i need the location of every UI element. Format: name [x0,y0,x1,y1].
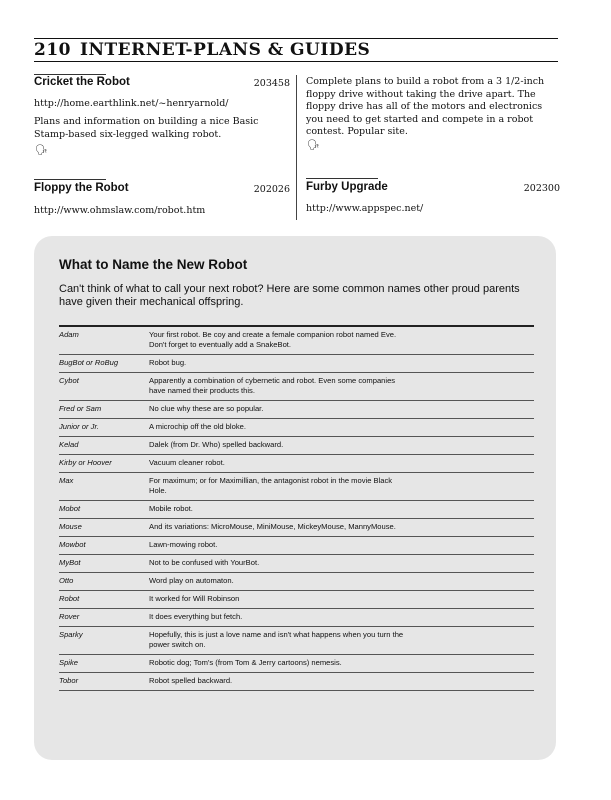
robot-name: Kirby or Hoover [59,458,112,467]
robot-name-description: Dalek (from Dr. Who) spelled backward. [149,440,284,449]
table-row [59,519,534,537]
robot-name-description: Vacuum cleaner robot. [149,458,225,467]
robot-name-description: Mobile robot. [149,504,193,513]
table-row [59,655,534,673]
entry-description: Plans and information on building a nice Basic Stamp-based six-legged walking robot. [34,116,259,140]
robot-name-description: Lawn-mowing robot. [149,540,218,549]
table-row [59,609,534,627]
entry-number: 203458 [253,78,290,89]
entry-title: Cricket the Robot [34,76,130,88]
table-row [59,419,534,437]
table-row [59,501,534,519]
entry-url[interactable]: http://www.ohmslaw.com/robot.htm [34,205,206,216]
table-row [59,437,534,455]
page-title: INTERNET-PLANS & GUIDES [80,40,371,60]
robot-name: Spike [59,658,78,667]
robot-name-description: Your first robot. Be coy and create a female companion robot named Eve. Don't forget to eventually add a SnakeBot. [149,330,397,349]
robot-name-description: Not to be confused with YourBot. [149,558,260,567]
entry-number: 202300 [523,183,560,194]
names-table [59,327,534,691]
robot-name: Cybot [59,376,79,385]
entry-number: 202026 [253,184,290,195]
cool-site-icon: 🗣 [35,145,48,156]
robot-name-description: Robotic dog; Tom's (from Tom & Jerry cartoons) nemesis. [149,658,342,667]
table-row [59,591,534,609]
table-row [59,537,534,555]
robot-name-description: And its variations: MicroMouse, MiniMouse, MickeyMouse, MannyMouse. [149,522,396,531]
robot-name: Robot [59,594,80,603]
table-row [59,455,534,473]
cool-site-icon: 🗣 [307,140,320,151]
table-row [59,327,534,355]
robot-name-description: A microchip off the old bloke. [149,422,246,431]
table-row [59,573,534,591]
robot-name: Mowbot [59,540,86,549]
table-row [59,673,534,691]
table-row [59,401,534,419]
robot-name-description: Word play on automaton. [149,576,234,585]
table-row [59,355,534,373]
robot-name-description: Hopefully, this is just a love name and isn't what happens when you turn the power switch on. [149,630,404,649]
robot-name: Mobot [59,504,81,513]
entry-url[interactable]: http://home.earthlink.net/~henryarnold/ [34,98,229,109]
robot-name: Tobor [59,676,79,685]
robot-name: Max [59,476,74,485]
sidebar-box [34,236,556,760]
sidebar-title: What to Name the New Robot [59,257,248,272]
robot-name-description: Apparently a combination of cybernetic and robot. Even some companies have named their products this. [149,376,396,395]
robot-name-description: It worked for Will Robinson [149,594,240,603]
entry-title: Furby Upgrade [306,181,388,193]
entry-divider [34,74,106,75]
robot-name-description: No clue why these are so popular. [149,404,264,413]
table-row [59,373,534,401]
table-row [59,555,534,573]
page-number: 210 [34,40,71,60]
entry-url[interactable]: http://www.appspec.net/ [306,203,424,214]
table-row [59,627,534,655]
table-row [59,473,534,501]
entry-divider [306,178,378,179]
robot-name: Sparky [59,630,83,639]
entry-divider [34,179,106,180]
entry-description: Complete plans to build a robot from a 3 1/2-inch floppy drive without taking the drive apart. The floppy drive has all of the motors and electronics you need to get started and compete in a robot contest. Popular site. [306,76,545,137]
robot-name-description: It does everything but fetch. [149,612,243,621]
robot-name: Junior or Jr. [59,422,99,431]
robot-name: Rover [59,612,80,621]
entry-title: Floppy the Robot [34,182,129,194]
sidebar-intro: Can't think of what to call your next robot? Here are some common names other proud parents have given their mechanical offspring. [59,283,520,308]
robot-name: Adam [59,330,79,339]
robot-name: Mouse [59,522,82,531]
robot-name: BugBot or RoBug [59,358,119,367]
robot-name: Fred or Sam [59,404,102,413]
page-header [34,38,558,62]
robot-name: Otto [59,576,74,585]
robot-name-description: Robot spelled backward. [149,676,233,685]
robot-name: Kelad [59,440,79,449]
robot-name-description: Robot bug. [149,358,187,367]
robot-name: MyBot [59,558,81,567]
robot-name-description: For maximum; or for Maximillian, the antagonist robot in the movie Black Hole. [149,476,393,495]
column-divider [296,75,297,220]
